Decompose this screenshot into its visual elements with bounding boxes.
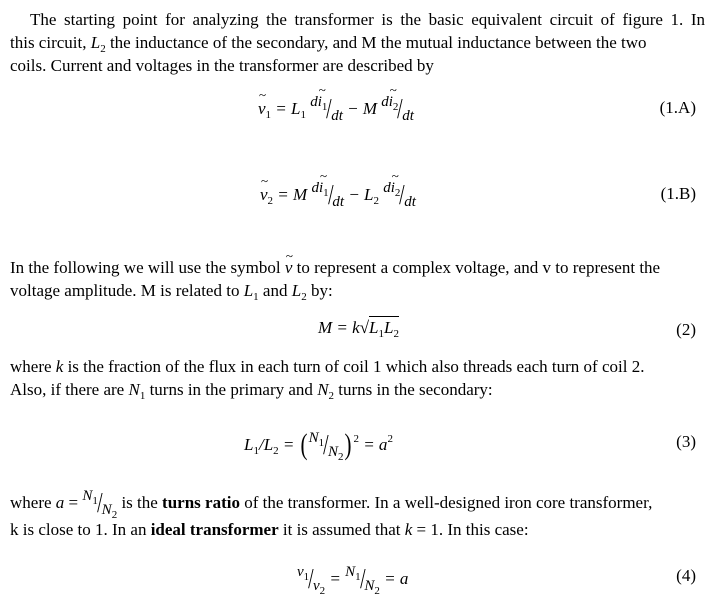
equation-number-2: (2) (676, 320, 696, 339)
paragraph-3-line-1: where k is the fraction of the flux in each turn of coil 1 which also threads each turn of coil 2. (10, 357, 645, 376)
equation-number-4: (4) (676, 566, 696, 585)
paragraph-1-line-2: this circuit, $L_2$ the inductance of the secondary, and M the mutual inductance between the two (10, 33, 647, 55)
paragraph-4-line-2: k is close to 1. In an ideal transformer it is assumed that k = 1. In this case: (10, 520, 529, 539)
paragraph-3-line-2: Also, if there are $N_1$ turns in the primary and $N_2$ turns in the secondary: (10, 380, 493, 402)
paragraph-2-line-1: In the following we will use the symbol ~ v to represent a complex voltage, and v to represent the (10, 258, 705, 278)
paragraph-1-line-3: coils. Current and voltages in the transformer are described by (10, 56, 434, 75)
equation-1b: ~ $v_2 = M$ d~ $i_1/dt - L_2$ d~ $i_2/dt$ (260, 178, 416, 206)
equation-4: $v_1/v_2 = N_1/N_2 = a$ (297, 564, 409, 597)
equation-2: $M = k√L_1L_2$ (318, 318, 399, 340)
paragraph-4-line-1: where $a = N_1/N_2$ is the turns ratio of the transformer. In a well-designed iron core transformer, (10, 488, 653, 521)
equation-number-3: (3) (676, 432, 696, 451)
equation-number-1b: (1.B) (660, 184, 696, 203)
equation-3: $L_1/L_2$ = ( $N_1/N_2$) $^2 = a^2$ (244, 428, 393, 463)
paragraph-2-line-2: voltage amplitude. M is related to $L_1$ and $L_2$ by: (10, 281, 333, 303)
equation-number-1a: (1.A) (659, 98, 696, 117)
equation-1a: ~ $v_1 = L_1$ d~ $i_1/dt - M$ d~ $i_2/dt$ (258, 92, 414, 120)
paragraph-1-line-1: The starting point for analyzing the transformer is the basic equivalent circuit of figure 1. In (30, 10, 705, 29)
